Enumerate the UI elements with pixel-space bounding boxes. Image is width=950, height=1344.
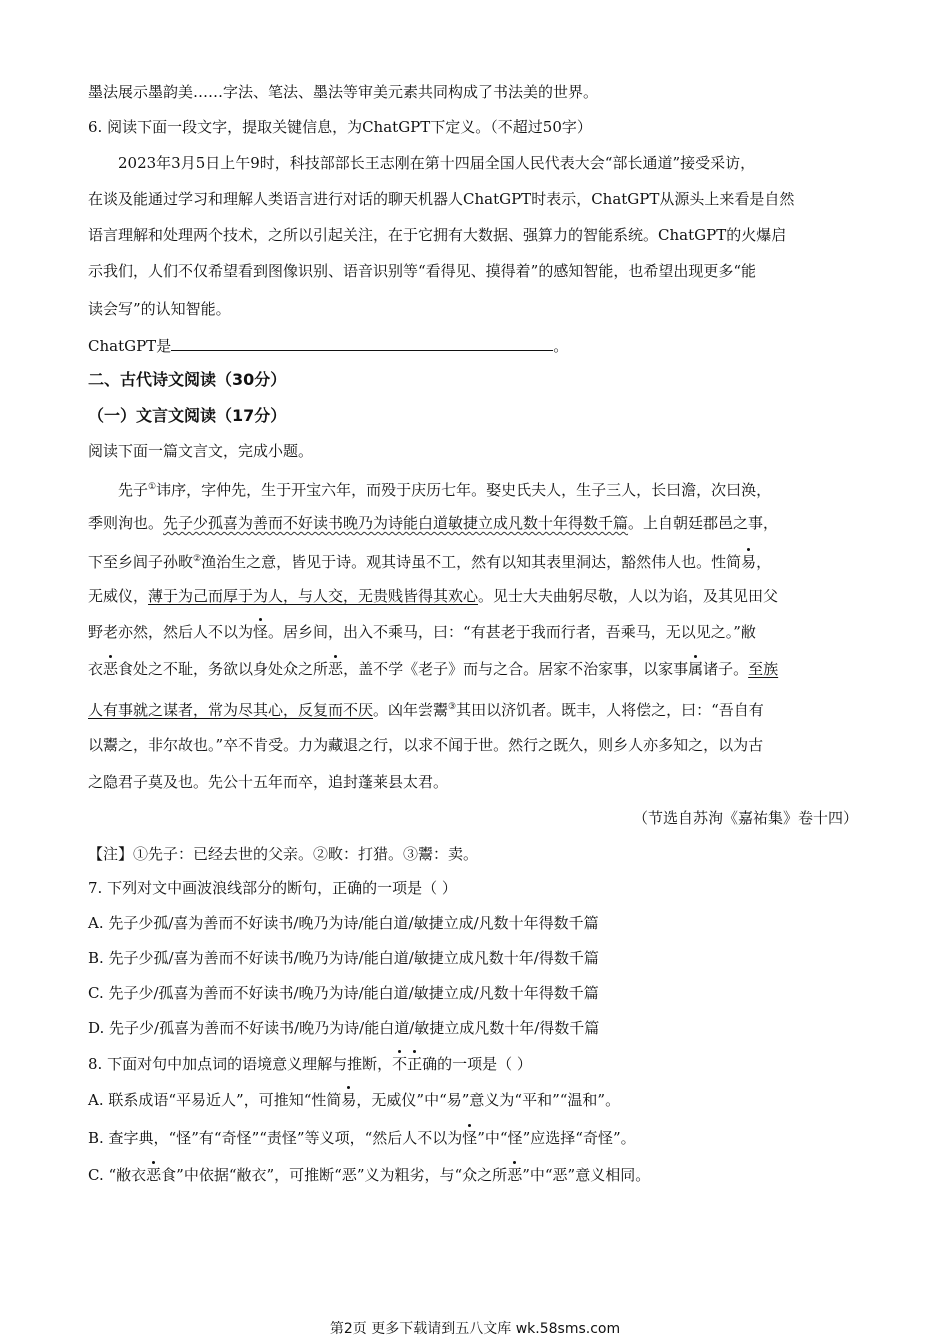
source-citation: （节选自苏洵《嘉祐集》卷十四）	[632, 809, 858, 827]
classical-text-line	[118, 477, 771, 500]
classical-text-line: 以鬻之，非尔故也。”卒不肯受。力为藏退之行，以求不闻于世。然行之既久，则乡人亦多知之，以为古	[88, 736, 764, 754]
text-segment: 。凶年尝鬻	[373, 701, 449, 719]
classical-text-line: 之隐君子莫及也。先公十五年而卒，追封蓬莱县太君。	[88, 773, 449, 791]
option-c[interactable]	[88, 1165, 650, 1185]
option-c[interactable]: C. 先子少/孤喜为善而不好读书/晚乃为诗/能白道/敏捷立成/凡数十年得数千篇	[88, 984, 599, 1002]
text-segment: ，	[756, 553, 772, 571]
instruction: 阅读下面一篇文言文，完成小题。	[88, 442, 314, 460]
text-segment: 。上自朝廷郡邑之事，	[628, 514, 779, 532]
wavy-underlined-text: 先子少孤喜为善而不好读书晚乃为诗能白道敏捷立成凡数十年得数千篇	[163, 514, 629, 532]
dotted-word: 恶	[146, 1166, 162, 1184]
text-segment: 食处之不耻，务欲以身处众之所	[118, 660, 329, 678]
text-segment: 食”中依据“敝衣”，可推断“恶”义为粗劣，与“众之所	[161, 1166, 508, 1184]
classical-text-line	[88, 697, 764, 720]
section-heading: 二、古代诗文阅读（30分）	[88, 370, 287, 389]
question-7: 7. 下列对文中画波浪线部分的断句，正确的一项是（ ）	[88, 879, 457, 897]
subsection-heading: （一）文言文阅读（17分）	[88, 406, 287, 425]
text-segment: 季则洵也。	[88, 514, 164, 532]
text-segment: 其田以济饥者。既丰，人将偿之，曰：“吾自有	[456, 701, 764, 719]
passage-line: 示我们，人们不仅希望看到图像识别、语音识别等“看得见、摸得着”的感知智能，也希望出现更多“能	[88, 262, 757, 280]
text-segment: 。居乡间，出入不乘马，曰：“有甚老于我而行者，吾乘马，无以见之。”敝	[268, 623, 756, 641]
text-line: 墨法展示墨韵美……字法、笔法、墨法等审美元素共同构成了书法美的世界。	[88, 83, 599, 101]
text-segment: ，盖不学《老子》而与之合。居家不治家事，以家事	[343, 660, 689, 678]
footnote-ref: ②	[193, 554, 202, 564]
text-segment: 野老亦然，然后人不以为	[88, 623, 254, 641]
option-a[interactable]: A. 先子少孤/喜为善而不好读书/晚乃为诗/能白道/敏捷立成/凡数十年得数千篇	[88, 914, 599, 932]
classical-text-line	[88, 513, 778, 533]
text-segment: C. “敝衣	[88, 1166, 147, 1184]
answer-blank[interactable]	[171, 336, 553, 351]
dotted-word: 易	[341, 1091, 357, 1109]
text-segment: ”中“恶”意义相同。	[522, 1166, 651, 1184]
text-segment: 。见士大夫曲躬尽敬，人以为谄，及其见田父	[478, 587, 779, 605]
text-segment: 确的一项是（ ）	[422, 1055, 532, 1073]
passage-line: 2023年3月5日上午9时，科技部部长王志刚在第十四届全国人民代表大会“部长通道”接受采访，	[118, 154, 756, 172]
classical-text-line	[88, 549, 771, 572]
text-segment: 先子	[118, 481, 149, 499]
answer-line	[88, 336, 568, 356]
dotted-word: 易	[741, 553, 757, 571]
text-segment: 下至乡闾子孙畋	[88, 553, 194, 571]
text-segment: 诸子。	[703, 660, 749, 678]
answer-suffix: 。	[553, 337, 569, 355]
passage-line: 语言理解和处理两个技术，之所以引起关注，在于它拥有大数据、强算力的智能系统。ChatGPT的火爆启	[88, 226, 787, 244]
underlined-text: 人有事就之谋者，常为尽其心，反复而不厌	[88, 701, 374, 719]
option-a[interactable]	[88, 1090, 620, 1110]
underlined-text: 至族	[748, 660, 779, 678]
dotted-word: 恶	[328, 660, 344, 678]
footnote-ref: ①	[148, 482, 157, 492]
text-segment: A. 联系成语“平易近人”，可推知“性简	[88, 1091, 342, 1109]
text-segment: 讳序，字仲先，生于开宝六年，而殁于庆历七年。娶史氏夫人，生子三人，长曰澹，次曰涣，	[156, 481, 772, 499]
classical-text-line	[88, 622, 756, 642]
text-segment: B. 查字典，“怪”有“奇怪”“责怪”等义项，“然后人不以为	[88, 1129, 463, 1147]
passage-line: 在谈及能通过学习和理解人类语言进行对话的聊天机器人ChatGPT时表示，ChatGPT从源头上来看是自然	[88, 190, 795, 208]
underlined-text: 薄于为己而厚于为人，与人交，无贵贱皆得其欢心	[148, 587, 479, 605]
dotted-word: 不	[392, 1055, 408, 1073]
dotted-word: 属	[688, 660, 704, 678]
passage-line: 读会写”的认知智能。	[88, 300, 231, 318]
classical-text-line	[88, 659, 778, 679]
classical-text-line	[88, 586, 778, 606]
dotted-word: 恶	[103, 660, 119, 678]
dotted-word: 恶	[507, 1166, 523, 1184]
dotted-word: 正	[407, 1055, 423, 1073]
text-segment: 衣	[88, 660, 104, 678]
question-8	[88, 1054, 532, 1074]
text-segment: 8. 下面对句中加点词的语境意义理解与推断，	[88, 1055, 393, 1073]
option-b[interactable]: B. 先子少孤/喜为善而不好读书/晚乃为诗/能白道/敏捷立成凡数十年/得数千篇	[88, 949, 599, 967]
question-6: 6. 阅读下面一段文字，提取关键信息，为ChatGPT下定义。（不超过50字）	[88, 118, 592, 136]
text-segment: 渔治生之意，皆见于诗。观其诗虽不工，然有以知其表里洞达，豁然伟人也。性简	[201, 553, 742, 571]
option-b[interactable]	[88, 1128, 636, 1148]
dotted-word: 怪	[253, 623, 269, 641]
option-d[interactable]: D. 先子少/孤喜为善而不好读书/晚乃为诗/能白道/敏捷立成凡数十年/得数千篇	[88, 1019, 600, 1037]
page-footer: 第2页 更多下载请到五八文库 wk.58sms.com	[329, 1321, 621, 1337]
answer-prefix: ChatGPT是	[88, 337, 172, 355]
text-segment: ”中“怪”应选择“奇怪”。	[477, 1129, 636, 1147]
text-segment: 无威仪，	[88, 587, 149, 605]
text-segment: ，无威仪”中“易”意义为“平和”“温和”。	[356, 1091, 621, 1109]
annotation-note: 【注】①先子：已经去世的父亲。②畋：打猎。③鬻：卖。	[88, 845, 479, 863]
dotted-word: 怪	[462, 1129, 478, 1147]
footnote-ref: ③	[448, 702, 457, 712]
